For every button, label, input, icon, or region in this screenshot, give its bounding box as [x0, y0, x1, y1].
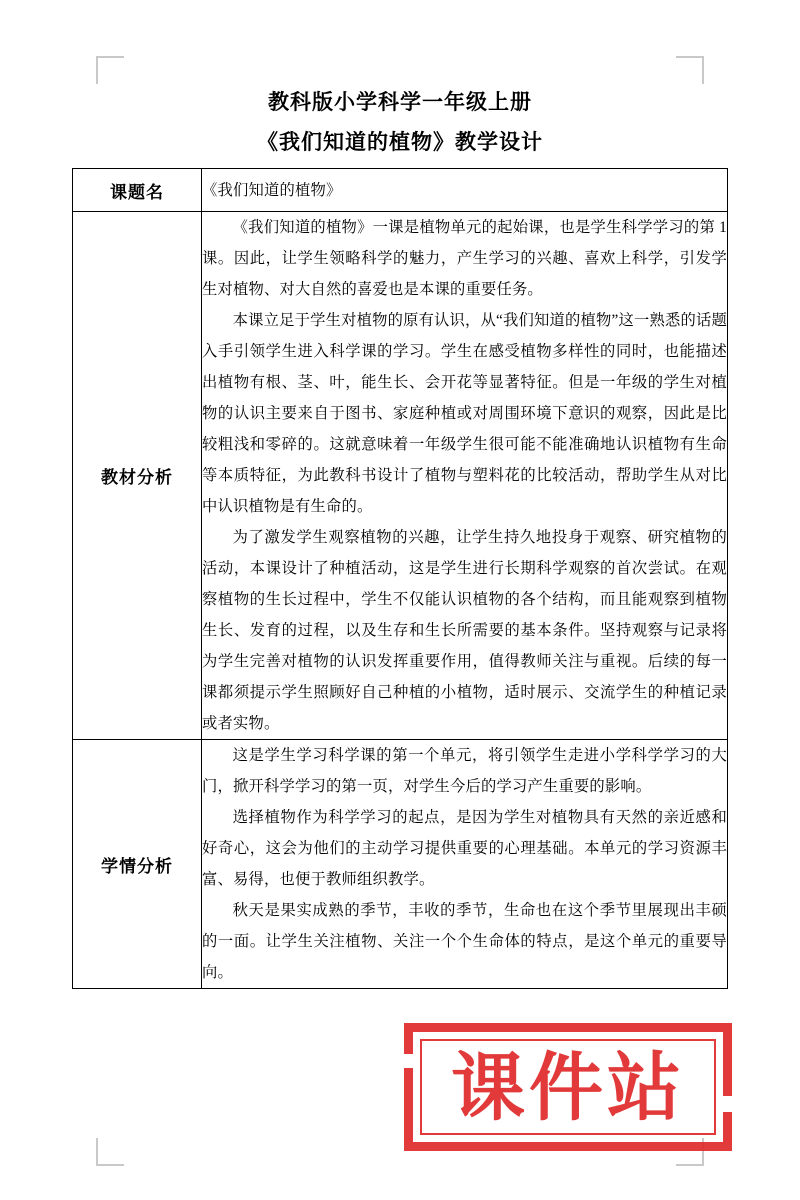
table-row [73, 169, 728, 212]
document-title-line-1: 教科版小学科学一年级上册 [268, 90, 532, 114]
row-label-textbook-analysis: 教材分析 [73, 212, 202, 740]
watermark-text: 课件站 [451, 1045, 685, 1131]
paragraph: 秋天是果实成熟的季节，丰收的季节，生命也在这个季节里展现出丰硕的一面。让学生关注植物、关注一个个生命体的特点，是这个单元的重要导向。 [202, 902, 727, 981]
paragraph: 《我们知道的植物》 [202, 181, 342, 199]
paragraph: 本课立足于学生对植物的原有认识，从“我们知道的植物”这一熟悉的话题入手引领学生进入科学课的学习。学生在感受植物多样性的同时，也能描述出植物有根、茎、叶，能生长、会开花等显著特征。但是一年级的学生对植物的认识主要来自于图书、家庭种植或对周围环境下意识的观察，因此是比较粗浅和零碎的。这就意味着一年级学生很可能不能准确地认识植物有生命等本质特征，为此教科书设计了植物与塑料花的比较活动，帮助学生从对比中认识植物是有生命的。 [202, 312, 727, 515]
crop-mark-bottom-left [96, 1138, 124, 1166]
watermark-stamp [404, 1023, 732, 1151]
document-title-line-2: 《我们知道的植物》教学设计 [257, 130, 543, 154]
crop-mark-top-left [96, 56, 124, 84]
paragraph: 选择植物作为科学学习的起点，是因为学生对植物具有天然的亲近感和好奇心，这会为他们的主动学习提供重要的心理基础。本单元的学习资源丰富、易得，也便于教师组织教学。 [202, 809, 727, 888]
table-row [73, 212, 728, 740]
row-label-subject: 课题名 [73, 169, 202, 212]
lesson-plan-table [72, 168, 728, 989]
table-row [73, 740, 728, 989]
row-content-textbook-analysis [202, 212, 728, 740]
paragraph: 为了激发学生观察植物的兴趣，让学生持久地投身于观察、研究植物的活动，本课设计了种植活动，这是学生进行长期科学观察的首次尝试。在观察植物的生长过程中，学生不仅能认识植物的各个结构，而且能观察到植物生长、发育的过程，以及生存和生长所需要的基本条件。坚持观察与记录将为学生完善对植物的认识发挥重要作用，值得教师关注与重视。后续的每一课都须提示学生照顾好自己种植的小植物，适时展示、交流学生的种植记录或者实物。 [202, 529, 727, 732]
crop-mark-top-right [676, 56, 704, 84]
paragraph: 《我们知道的植物》一课是植物单元的起始课，也是学生科学学习的第 1 课。因此，让学生领略科学的魅力，产生学习的兴趣、喜欢上科学，引发学生对植物、对大自然的喜爱也是本课的重要任务。 [202, 219, 727, 298]
row-label-student-analysis: 学情分析 [73, 740, 202, 989]
row-content-student-analysis [202, 740, 728, 989]
row-content-subject [202, 169, 728, 212]
paragraph: 这是学生学习科学课的第一个单元，将引领学生走进小学科学学习的大门，掀开科学学习的第一页，对学生今后的学习产生重要的影响。 [202, 747, 727, 795]
